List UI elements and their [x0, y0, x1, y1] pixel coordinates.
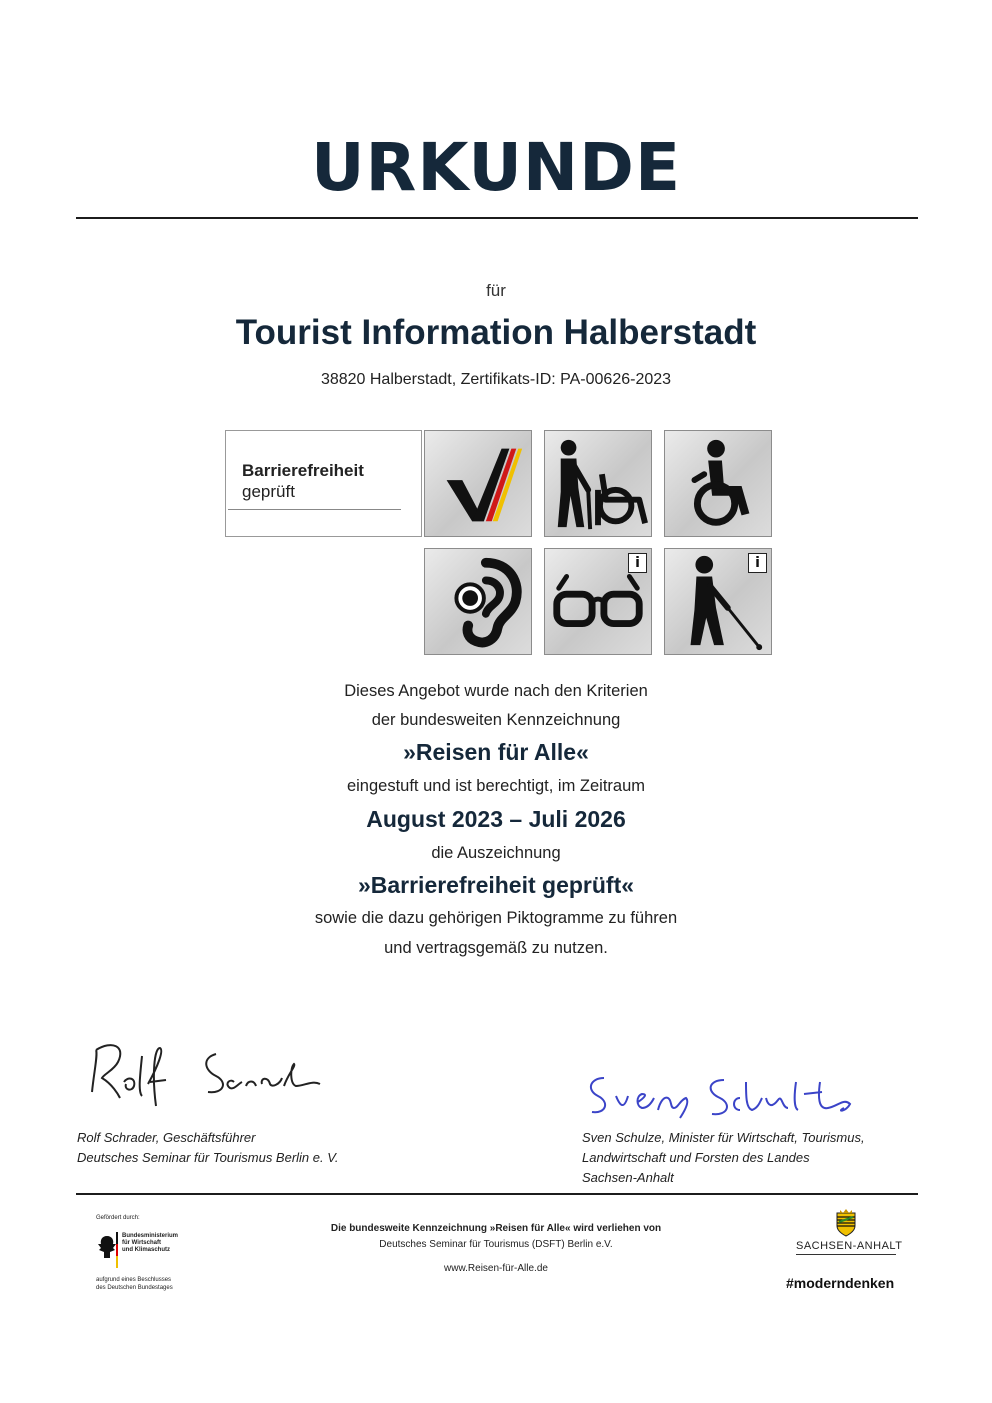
body-line-3: eingestuft und ist berechtigt, im Zeitraum: [346, 777, 646, 795]
body-line-1: Dieses Angebot wurde nach den Kriterien: [344, 682, 648, 700]
hearing-impairment-icon: [424, 548, 532, 655]
wheelchair-icon: [664, 430, 772, 537]
signatory-right-line1: Sven Schulze, Minister für Wirtschaft, Tourismus,: [582, 1130, 865, 1145]
badge-label-line1: Barrierefreiheit: [242, 461, 364, 480]
signatory-left-line2: Deutsches Seminar für Tourismus Berlin e. V.: [77, 1150, 339, 1165]
footer-center-line1: Die bundesweite Kennzeichnung »Reisen für Alle« wird verliehen von: [330, 1223, 662, 1234]
award-name: »Barrierefreiheit geprüft«: [357, 872, 635, 898]
state-name: SACHSEN-ANHALT: [796, 1240, 903, 1252]
document-title: URKUNDE: [310, 129, 682, 206]
sachsen-anhalt-coat-of-arms-icon: [834, 1208, 858, 1238]
signature-left: [84, 1036, 344, 1116]
body-line-5: sowie die dazu gehörigen Piktogramme zu führen: [314, 909, 678, 927]
footer-divider: [76, 1193, 918, 1195]
checkmark-logo-icon: [424, 430, 532, 537]
badge-label-rule: [228, 509, 401, 510]
body-line-6: und vertragsgemäß zu nutzen.: [384, 939, 608, 957]
recipient-address: 38820 Halberstadt, Zertifikats-ID: PA-00626-2023: [320, 371, 672, 388]
title-divider: [76, 217, 918, 219]
info-badge: i: [628, 553, 647, 573]
funded-by-label: Gefördert durch:: [96, 1215, 140, 1221]
state-hashtag: #moderndenken: [786, 1275, 895, 1291]
ministry-name: Bundesministerium für Wirtschaft und Klimaschutz: [122, 1233, 179, 1253]
info-badge: i: [748, 553, 767, 573]
recipient-intro: für: [486, 281, 506, 300]
footer-website: www.Reisen-für-Alle.de: [444, 1263, 548, 1274]
signatory-right-line3: Sachsen-Anhalt: [582, 1170, 674, 1185]
signatory-left: [77, 1128, 339, 1168]
badge-label: [225, 430, 422, 537]
walking-impairment-icon: [544, 430, 652, 537]
label-name: »Reisen für Alle«: [403, 739, 589, 765]
recipient-name: Tourist Information Halberstadt: [235, 313, 757, 352]
signature-right: [582, 1068, 872, 1128]
body-line-4: die Auszeichnung: [431, 844, 561, 862]
state-underline: [796, 1254, 896, 1255]
blind-person-icon: [664, 548, 772, 655]
body-line-2: der bundesweiten Kennzeichnung: [371, 711, 621, 729]
resolution-note: aufgrund eines Beschlusses des Deutschen Bundestages: [96, 1277, 173, 1291]
signatory-right: [582, 1128, 865, 1188]
signatory-right-line2: Landwirtschaft und Forsten des Landes: [582, 1150, 810, 1165]
visual-impairment-icon: [544, 548, 652, 655]
validity-period: August 2023 – Juli 2026: [366, 806, 626, 832]
footer-center-line2: Deutsches Seminar für Tourismus (DSFT) Berlin e.V.: [379, 1239, 613, 1250]
badge-label-line2: geprüft: [242, 482, 295, 501]
signatory-left-line1: Rolf Schrader, Geschäftsführer: [77, 1130, 256, 1145]
